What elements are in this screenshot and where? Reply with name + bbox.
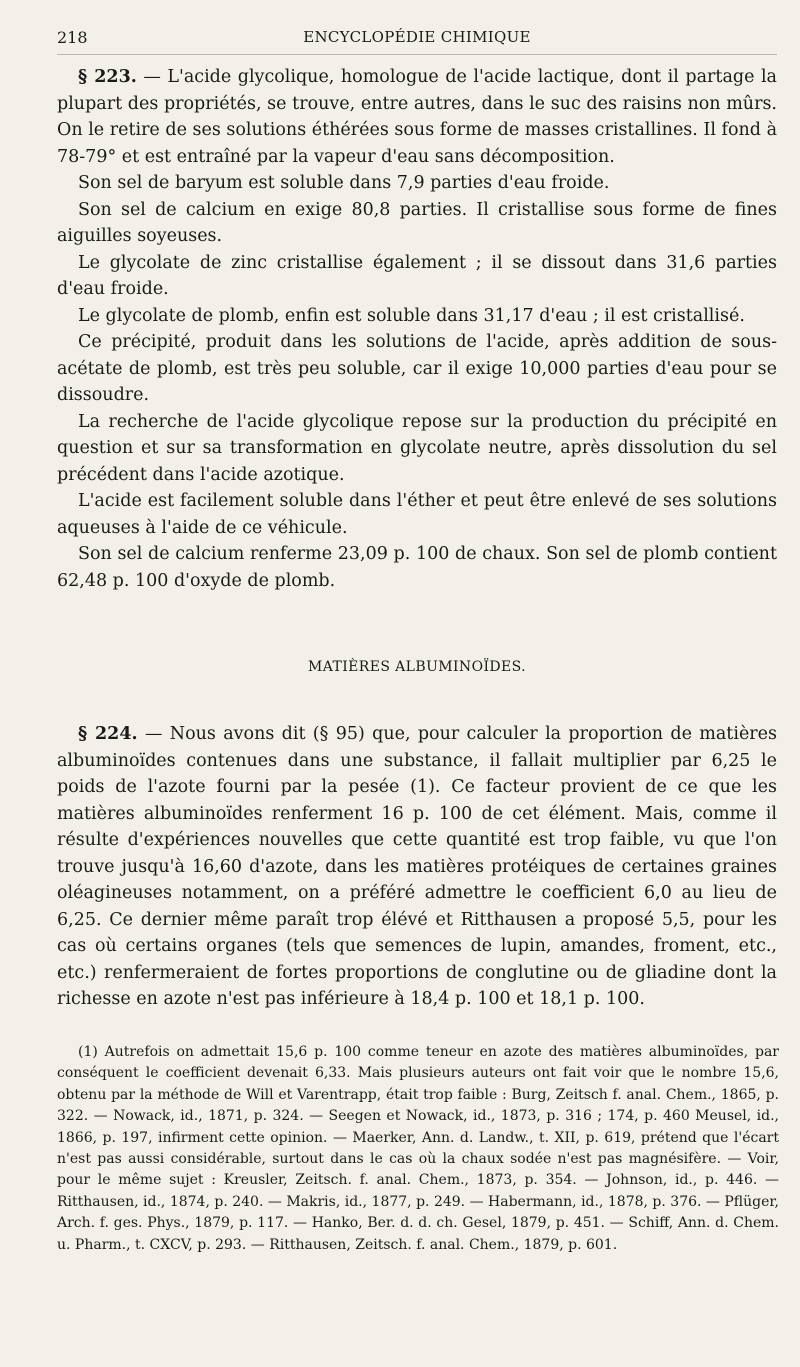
body-text [57, 64, 777, 594]
page-number: 218 [57, 28, 88, 47]
paragraph: Son sel de calcium renferme 23,09 p. 100 de chaux. Son sel de plomb contient 62,48 p. 100 d'oxyde de plomb. [57, 544, 777, 591]
footnote-text: (1) Autrefois on admettait 15,6 p. 100 comme teneur en azote des matières albuminoïdes, par conséquent le coefficient devenait 6,33. Mais plusieurs auteurs ont fait voir que le nombre 15,6, obtenu par la méthode de Will et Varentrapp, était trop faible : Burg, Zeitsch f. anal. Chem., 1865, p. 322. — Nowack, id., 1871, p. 324. — Seegen et Nowack, id., 1873, p. 316 ; 174, p. 460 Meusel, id., 1866, p. 197, infirment cette opinion. — Maerker, Ann. d. Landw., t. XII, p. 619, prétend que l'écart n'est pas aussi considérable, surtout dans le cas où la chaux sodée n'est pas magnésifère. — Voir, pour le même sujet : Kreusler, Zeitsch. f. anal. Chem., 1873, p. 354. — Johnson, id., p. 446. — Ritthausen, id., 1874, p. 240. — Makris, id., 1877, p. 249. — Habermann, id., 1878, p. 376. — Pflüger, Arch. f. ges. Phys., 1879, p. 117. — Hanko, Ber. d. d. ch. Gesel, 1879, p. 451. — Schiff, Ann. d. Chem. u. Pharm., t. CXCV, p. 293. — Ritthausen, Zeitsch. f. anal. Chem., 1879, p. 601. [57, 1044, 779, 1253]
paragraph: Le glycolate de zinc cristallise également ; il se dissout dans 31,6 parties d'eau froide. [57, 252, 777, 299]
running-title: ENCYCLOPÉDIE CHIMIQUE [303, 28, 531, 46]
page-header [57, 28, 777, 55]
section-heading: MATIÈRES ALBUMINOÏDES. [308, 659, 526, 675]
paragraph: Son sel de calcium en exige 80,8 parties. Il cristallise sous forme de fines aiguilles soyeuses. [57, 199, 777, 246]
body-text-section-2 [57, 721, 777, 1013]
paragraph: Ce précipité, produit dans les solutions de l'acide, après addition de sous-acétate de plomb, est très peu soluble, car il exige 10,000 parties d'eau pour se dissoudre. [57, 332, 777, 405]
paragraph: § 224. — Nous avons dit (§ 95) que, pour calculer la proportion de matières albuminoïdes contenues dans une substance, il fallait multiplier par 6,25 le poids de l'azote fourni par la pesée (1). Ce facteur provient de ce que les matières albuminoïdes renferment 16 p. 100 de cet élément. Mais, comme il résulte d'expériences nouvelles que cette quantité est trop faible, vu que l'on trouve jusqu'à 16,60 d'azote, dans les matières protéiques de certaines graines oléagineuses notamment, on a préféré admettre le coefficient 6,0 au lieu de 6,25. Ce dernier même paraît trop élévé et Ritthausen a proposé 5,5, pour les cas où certains organes (tels que semences de lupin, amandes, froment, etc., etc.) renfermeraient de fortes proportions de conglutine ou de gliadine dont la richesse en azote n'est pas inférieure à 18,4 p. 100 et 18,1 p. 100. [57, 724, 778, 1009]
section-number: § 223. [78, 67, 137, 87]
paragraph: La recherche de l'acide glycolique repose sur la production du précipité en question et sur sa transformation en glycolate neutre, après dissolution du sel précédent dans l'acide azotique. [57, 411, 777, 485]
paragraph: Son sel de baryum est soluble dans 7,9 parties d'eau froide. [78, 173, 610, 193]
paragraph: Le glycolate de plomb, enfin est soluble dans 31,17 d'eau ; il est cristallisé. [78, 305, 745, 326]
paragraph: L'acide est facilement soluble dans l'éther et peut être enlevé de ses solutions aqueuses à l'aide de ce véhicule. [57, 491, 777, 538]
section-number: § 224. [78, 724, 138, 744]
paragraph: § 223. — L'acide glycolique, homologue de l'acide lactique, dont il partage la plupart des propriétés, se trouve, entre autres, dans le suc des raisins non mûrs. On le retire de ses solutions éthérées sous forme de masses cristallines. Il fond à 78-79° et est entraîné par la vapeur d'eau sans décomposition. [57, 67, 777, 167]
footnote [57, 1042, 779, 1256]
